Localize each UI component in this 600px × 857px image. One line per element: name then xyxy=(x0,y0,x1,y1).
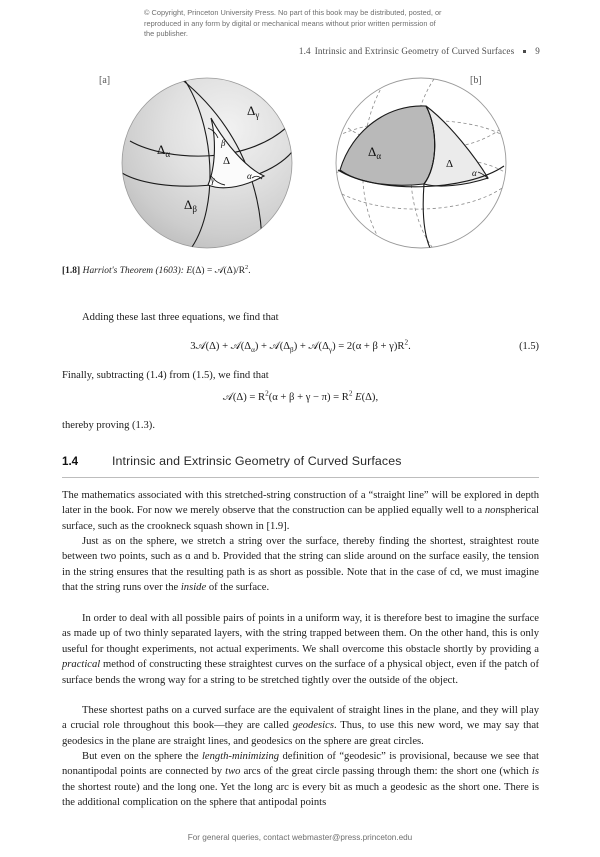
figure-caption-number: [1.8] xyxy=(62,266,81,276)
eq15-mid2: ) + 𝒜(Δ xyxy=(293,341,329,352)
label-angle-beta-a: β xyxy=(221,138,226,148)
eq15-exponent: 2 xyxy=(404,338,409,347)
running-head-section-number: 1.4 xyxy=(298,46,311,56)
paragraph-finally xyxy=(62,368,539,383)
equn-mid: (α + β + γ − π) = R xyxy=(268,392,349,403)
paragraph-4-text xyxy=(62,703,539,749)
paragraph-adding xyxy=(62,310,539,325)
eq15-sub-alpha: α xyxy=(251,346,255,355)
panel-b-label: [b] xyxy=(470,75,482,86)
paragraph-2-text xyxy=(62,534,539,596)
p1-pre: The mathematics associated with this stretched-string construction of a “straight line” will be explored in depth later in the book. For now we merely observe that the construction can be applied equally well to a xyxy=(62,490,539,517)
paragraph-5 xyxy=(62,749,539,811)
label-lune-gamma-a: $\Delta_\gamma$ xyxy=(247,103,260,120)
p5-mid-2: arcs of the great circle passing through them: the short one (which xyxy=(240,766,532,778)
label-lune-alpha-a: $\Delta_\alpha$ xyxy=(157,142,171,159)
label-angle-alpha-b: α xyxy=(472,168,477,178)
copyright-notice: © Copyright, Princeton University Press. No part of this book may be distributed, posted, or reproduced in any form by digital or mechanical means without prior written permission of the publisher. xyxy=(144,8,442,39)
label-triangle-a: Δ xyxy=(223,155,231,167)
paragraph-1-text xyxy=(62,488,539,534)
p2-italic: inside xyxy=(180,582,207,594)
equn-exp2: 2 xyxy=(348,389,353,398)
eq15-suffix: . xyxy=(408,341,411,352)
eq15-prefix: 3𝒜(Δ) + 𝒜(Δ xyxy=(190,341,252,352)
p4-post: . Thus, to use this new word, we may say that geodesics in the plane are straight lines, and geodesics on the sphere are great circles. xyxy=(62,720,539,747)
p3-italic: practical xyxy=(62,659,101,671)
eq15-sub-beta: β xyxy=(290,346,294,355)
p5-italic-2: two xyxy=(225,766,241,778)
paragraph-3-text xyxy=(62,611,539,688)
p1-italic: non xyxy=(484,505,501,517)
equation-unnumbered-body xyxy=(62,389,539,404)
p1-post: spherical surface, such as the crookneck squash shown in [1.9]. xyxy=(62,505,539,532)
p5-post: the shortest route) and the long one. Yet the long arc is every bit as much a geodesic as the short one. There is the additional complication on the sphere that antipodal points xyxy=(62,781,539,809)
equn-tail: (Δ), xyxy=(361,392,379,403)
paragraph-3 xyxy=(62,611,539,688)
section-divider xyxy=(62,477,539,478)
paragraph-4 xyxy=(62,703,539,749)
p4-italic: geodesics xyxy=(292,720,334,732)
label-angle-gamma-a: γ xyxy=(211,175,215,185)
running-head-title: Intrinsic and Extrinsic Geometry of Curved Surfaces xyxy=(314,46,515,56)
figure-caption-formula: (Δ) = 𝒜(Δ)/R xyxy=(192,266,246,276)
panel-a-label: [a] xyxy=(99,75,111,86)
label-lune-beta-a: $\Delta_\beta$ xyxy=(184,197,197,214)
equation-1-5 xyxy=(62,338,539,355)
equn-tail-cal: E xyxy=(352,392,362,403)
paragraph-finally-text: Finally, subtracting (1.4) from (1.5), we find that xyxy=(62,370,269,381)
bullet-separator-icon xyxy=(523,50,526,53)
label-triangle-b: Δ xyxy=(446,158,454,170)
figure-caption xyxy=(62,265,251,276)
paragraph-1 xyxy=(62,488,539,534)
p3-pre: In order to deal with all possible pairs of points in a uniform way, it is therefore best to imagine the surface as made up of two thinly separated layers, with the string trapped between them. On the other hand, this is only useful for thought experiments, not actual experiments. We shall overcome this obstacle shortly by providing a xyxy=(62,613,539,655)
panel-b-sphere-diagram xyxy=(326,66,516,261)
figure-caption-formula-prefix: E xyxy=(186,266,193,276)
figure-caption-end: . xyxy=(248,266,251,276)
paragraph-5-text xyxy=(62,749,539,811)
eq15-mid1: ) + 𝒜(Δ xyxy=(254,341,291,352)
eq15-sub-gamma: γ xyxy=(328,346,333,355)
paragraph-thereby-text: thereby proving (1.3). xyxy=(62,420,155,431)
paragraph-2 xyxy=(62,534,539,596)
section-heading-1-4 xyxy=(62,452,539,470)
p5-italic-3: is xyxy=(531,766,539,778)
p5-pre: But even on the sphere the xyxy=(82,751,202,762)
figure-caption-title: Harriot's Theorem (1603): xyxy=(82,266,184,276)
p2-pre: Just as on the sphere, we stretch a string over the surface, thereby finding the shortest, straightest route between two points, such as ɑ and b. Provided that the string can slide around on the surface easily, the tension in the string ensures that the resulting path is as short as possible. Note that in the case of cd, we must imagine that the string runs over the xyxy=(62,536,539,594)
eq15-mid3: ) = 2(α + β + γ)R xyxy=(332,341,405,352)
panel-a-sphere-diagram xyxy=(112,66,302,261)
equn-exp1: 2 xyxy=(265,389,269,398)
equation-1-5-tag: (1.5) xyxy=(519,341,539,352)
figure-caption-exponent: 2 xyxy=(245,263,249,271)
running-head xyxy=(299,46,540,56)
equn-prefix: 𝒜(Δ) = R xyxy=(222,392,266,403)
p5-mid-1: definition of “geodesic” is provisional, because we see that nonantipodal points are connected by xyxy=(62,751,539,778)
p4-pre: These shortest paths on a curved surface are the equivalent of straight lines in the plane, and they will play a crucial role throughout this book—they are called xyxy=(62,705,539,732)
label-lune-alpha-b: $\Delta_\alpha$ xyxy=(368,144,382,161)
equation-unnumbered xyxy=(62,389,539,404)
equation-1-5-body xyxy=(62,338,539,355)
section-title: Intrinsic and Extrinsic Geometry of Curved Surfaces xyxy=(112,454,402,468)
p3-post: method of constructing these straightest curves on the surface of a physical object, even if the patch of surface bends the wrong way for a string to be stretched tightly over the outside of the object. xyxy=(62,659,539,686)
paragraph-adding-text: Adding these last three equations, we find that xyxy=(82,312,279,323)
paragraph-thereby xyxy=(62,418,539,433)
section-number: 1.4 xyxy=(62,455,79,468)
p5-italic-1: length-minimizing xyxy=(201,751,280,762)
page-footer: For general queries, contact webmaster@press.princeton.edu xyxy=(187,833,413,842)
p2-post: of the surface. xyxy=(206,582,270,594)
page-number: 9 xyxy=(535,46,540,56)
figure-1-8 xyxy=(0,66,600,261)
label-angle-alpha-a: α xyxy=(247,171,252,181)
